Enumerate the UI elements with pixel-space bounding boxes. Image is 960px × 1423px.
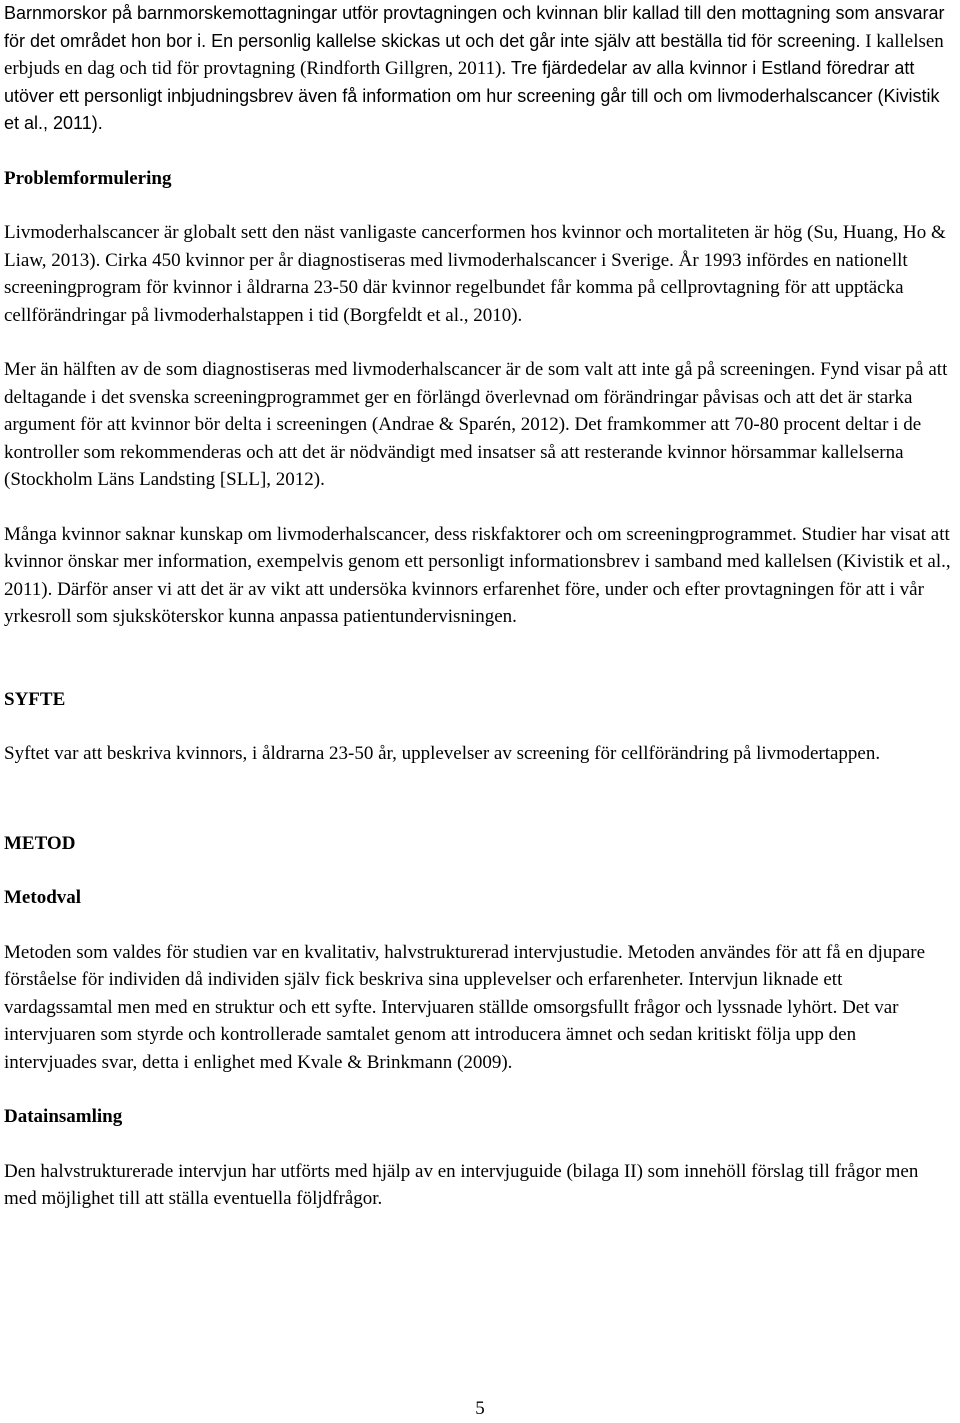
document-page [4,0,952,1213]
heading-syfte: SYFTE [4,688,66,710]
metodval-paragraph: Metoden som valdes för studien var en kvalitativ, halvstrukturerad intervjustudie. Metoden användes för att få en djupare förståelse för individen då individen själv fick beskriva sina upplevelser och erfarenheter. Intervjun liknade ett vardagssamtal men med en struktur och ett syfte. Intervjuaren ställde omsorgsfullt frågor och lyssnade lyhört. Det var intervjuaren som styrde och kontrollerade samtalet genom att introducera ämnet och sedan kritiskt följa upp den intervjuades svar, detta i enlighet med Kvale & Brinkmann (2009). [4,941,926,1073]
problem-paragraph-3: Många kvinnor saknar kunskap om livmoderhalscancer, dess riskfaktorer och om screeningprogrammet. Studier har visat att kvinnor önskar mer information, exempelvis genom ett personligt informationsbrev i samband med kallelsen (Kivistik et al., 2011). Därför anser vi att det är av vikt att undersöka kvinnors erfarenhet före, under och efter provtagningen för att i vår yrkesroll som sjuksköterskor kunna anpassa patientundervisningen. [4,523,951,627]
heading-problemformulering: Problemformulering [4,167,172,189]
intro-sans-text-2: Tre fjärdedelar av alla kvinnor i Estland föredrar att utöver ett personligt inbjudningsbrev även få information om hur screening går till och om livmoderhalscancer (Kivistik et al., 2011). [4,58,940,133]
heading-metod: METOD [4,832,76,854]
intro-serif-text: I kallelsen erbjuds en dag och tid för provtagning (Rindforth Gillgren, 2011). [4,30,944,79]
syfte-paragraph: Syftet var att beskriva kvinnors, i åldrarna 23-50 år, upplevelser av screening för cellförändring på livmodertappen. [4,743,881,764]
problem-paragraph-1: Livmoderhalscancer är globalt sett den näst vanligaste cancerformen hos kvinnor och mortaliteten är hög (Su, Huang, Ho & Liaw, 2013). Cirka 450 kvinnor per år diagnostiseras med livmoderhalscancer i Sverige. År 1993 infördes en nationellt screeningprogram för kvinnor i åldrarna 23-50 där kvinnor regelbundet får komma på cellprovtagning för att upptäcka cellförändringar på livmoderhalstappen i tid (Borgfeldt et al., 2010). [4,222,946,326]
intro-sans-text: Barnmorskor på barnmorskemottagningar utför provtagningen och kvinnan blir kallad till den mottagning som ansvarar för det området hon bor i. En personlig kallelse skickas ut och det går inte själv att beställa tid för screening. [4,3,945,51]
datainsamling-paragraph: Den halvstrukturerade intervjun har utförts med hjälp av en intervjuguide (bilaga II) som innehöll förslag till frågor men med möjlighet till att ställa eventuella följdfrågor. [4,1160,919,1209]
intro-paragraph [4,0,952,138]
heading-datainsamling: Datainsamling [4,1106,123,1127]
problem-paragraph-2: Mer än hälften av de som diagnostiseras med livmoderhalscancer är de som valt att inte gå på screeningen. Fynd visar på att deltagande i det svenska screeningprogrammet ger en förlängd överlevnad om förändringar påvisas och att det är starka argument för att kvinnor bör delta i screeningen (Andrae & Sparén, 2012). Det framkommer att 70-80 procent deltar i de kontroller som rekommenderas och att det är nödvändigt med insatser så att resterande kvinnor hörsammar kallelserna (Stockholm Läns Landsting [SLL], 2012). [4,359,948,490]
page-number: 5 [475,1398,485,1419]
heading-metodval: Metodval [4,887,82,908]
